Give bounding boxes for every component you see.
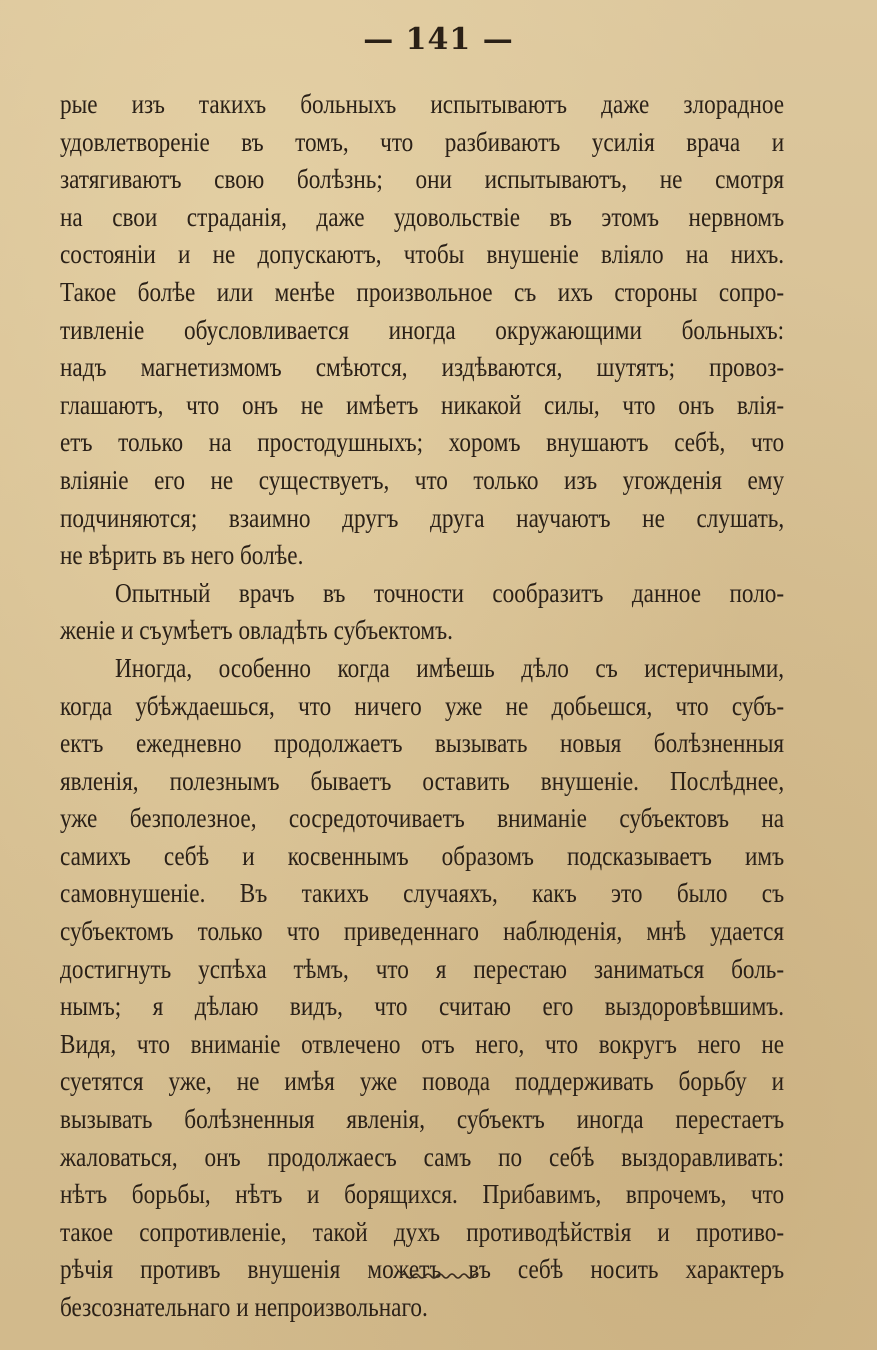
text-line: рѣчія противъ внушенія можетъ въ себѣ носить характеръ <box>60 1254 785 1285</box>
text-line: субъектомъ только что приведеннаго наблюденія, мнѣ удается <box>60 916 785 947</box>
text-line: надъ магнетизмомъ смѣются, издѣваются, шутятъ; провоз- <box>60 352 785 383</box>
text-line: самихъ себѣ и косвеннымъ образомъ подсказываетъ имъ <box>60 840 785 871</box>
text-line: достигнуть успѣха тѣмъ, что я перестаю заниматься боль- <box>60 953 785 984</box>
text-line: суетятся уже, не имѣя уже повода поддерживать борьбу и <box>60 1066 785 1097</box>
text-line: вліяніе его не существуетъ, что только изъ угожденія ему <box>60 464 785 495</box>
text-line: такое сопротивленіе, такой духъ противодѣйствія и противо- <box>60 1216 785 1247</box>
text-line: не вѣрить въ него болѣе. <box>60 540 304 571</box>
text-line: нымъ; я дѣлаю видъ, что считаю его выздоровѣвшимъ. <box>60 991 785 1022</box>
text-line: состояніи и не допускаютъ, чтобы внушеніе вліяло на нихъ. <box>60 239 785 270</box>
text-line: удовлетвореніе въ томъ, что разбиваютъ усилія врача и <box>60 126 785 157</box>
text-line: на свои страданія, даже удовольствіе въ этомъ нервномъ <box>60 201 785 232</box>
text-line: самовнушеніе. Въ такихъ случаяхъ, какъ это было съ <box>60 878 785 909</box>
text-line: Опытный врачъ въ точности сообразитъ данное поло- <box>115 577 785 608</box>
text-line: женіе и съумѣетъ овладѣть субъектомъ. <box>60 615 453 646</box>
text-line: вызывать болѣзненныя явленія, субъектъ иногда перестаетъ <box>60 1104 785 1135</box>
text-line: глашаютъ, что онъ не имѣетъ никакой силы, что онъ влія- <box>60 389 785 420</box>
text-line: жаловаться, онъ продолжаесъ самъ по себѣ выздоравливать: <box>60 1141 785 1172</box>
text-line: когда убѣждаешься, что ничего уже не добьешся, что субъ- <box>60 690 785 721</box>
text-line: затягиваютъ свою болѣзнь; они испытываютъ, не смотря <box>60 164 785 195</box>
text-line: нѣтъ борьбы, нѣтъ и борящихся. Прибавимъ, впрочемъ, что <box>60 1179 785 1210</box>
text-line: Иногда, особенно когда имѣешь дѣло съ истеричными, <box>115 652 785 683</box>
text-line: безсознательнаго и непроизвольнаго. <box>60 1292 428 1322</box>
text-line: Такое болѣе или менѣе произвольное съ ихъ стороны сопро- <box>60 276 785 307</box>
text-line: уже безполезное, сосредоточиваетъ вниманіе субъектовъ на <box>60 803 785 834</box>
wavy-line-icon <box>399 1270 479 1282</box>
text-line: подчиняются; взаимно другъ друга научаютъ не слушать, <box>60 502 785 533</box>
page-number: — 141 — <box>363 22 514 57</box>
text-line: Видя, что вниманіе отвлечено отъ него, что вокругъ него не <box>60 1028 785 1059</box>
body-text <box>60 86 784 1327</box>
text-line: явленія, полезнымъ бываетъ оставить внушеніе. Послѣднее, <box>60 765 785 796</box>
wavy-rule-ornament <box>0 1270 877 1282</box>
text-line: рые изъ такихъ больныхъ испытываютъ даже злорадное <box>60 89 785 119</box>
text-line: ектъ ежедневно продолжаетъ вызывать новыя болѣзненныя <box>60 728 785 759</box>
text-line: тивленіе обусловливается иногда окружающими больныхъ: <box>60 314 785 345</box>
text-line: етъ только на простодушныхъ; хоромъ внушаютъ себѣ, что <box>60 427 785 458</box>
